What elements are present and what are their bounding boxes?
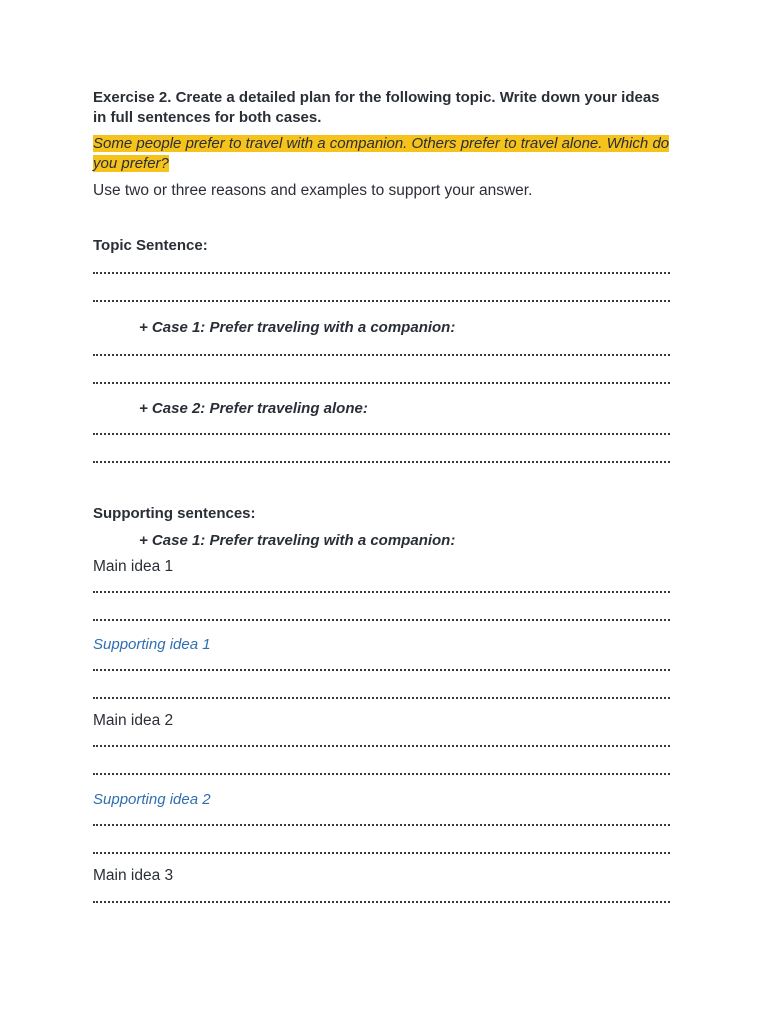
supporting-sentences-heading: Supporting sentences:: [93, 505, 256, 522]
main-idea-1-label: Main idea 1: [93, 558, 174, 575]
answer-line[interactable]: [93, 433, 670, 435]
answer-line[interactable]: [93, 300, 670, 302]
topic-case-2-label: + Case 2: Prefer traveling alone:: [139, 400, 368, 417]
answer-line[interactable]: [93, 272, 670, 274]
answer-line[interactable]: [93, 382, 670, 384]
answer-line[interactable]: [93, 669, 670, 671]
answer-line[interactable]: [93, 901, 670, 903]
main-idea-2-label: Main idea 2: [93, 712, 174, 729]
answer-line[interactable]: [93, 619, 670, 621]
answer-line[interactable]: [93, 773, 670, 775]
supporting-idea-1-label: Supporting idea 1: [93, 636, 211, 653]
exercise-title: Exercise 2. Create a detailed plan for the following topic. Write down your ideas in full sentences for both cases.: [93, 89, 660, 126]
exercise-prompt: [93, 134, 671, 174]
answer-line[interactable]: [93, 697, 670, 699]
answer-line[interactable]: [93, 852, 670, 854]
exercise-instruction: Use two or three reasons and examples to support your answer.: [93, 182, 533, 199]
main-idea-3-label: Main idea 3: [93, 867, 174, 884]
supporting-idea-2-label: Supporting idea 2: [93, 791, 211, 808]
answer-line[interactable]: [93, 461, 670, 463]
supporting-case-1-label: + Case 1: Prefer traveling with a companion:: [139, 532, 456, 549]
answer-line[interactable]: [93, 824, 670, 826]
topic-sentence-heading: Topic Sentence:: [93, 237, 208, 254]
prompt-highlight: Some people prefer to travel with a companion. Others prefer to travel alone. Which do you prefer?: [93, 135, 670, 172]
answer-line[interactable]: [93, 745, 670, 747]
topic-case-1-label: + Case 1: Prefer traveling with a companion:: [139, 319, 456, 336]
answer-line[interactable]: [93, 591, 670, 593]
answer-line[interactable]: [93, 354, 670, 356]
